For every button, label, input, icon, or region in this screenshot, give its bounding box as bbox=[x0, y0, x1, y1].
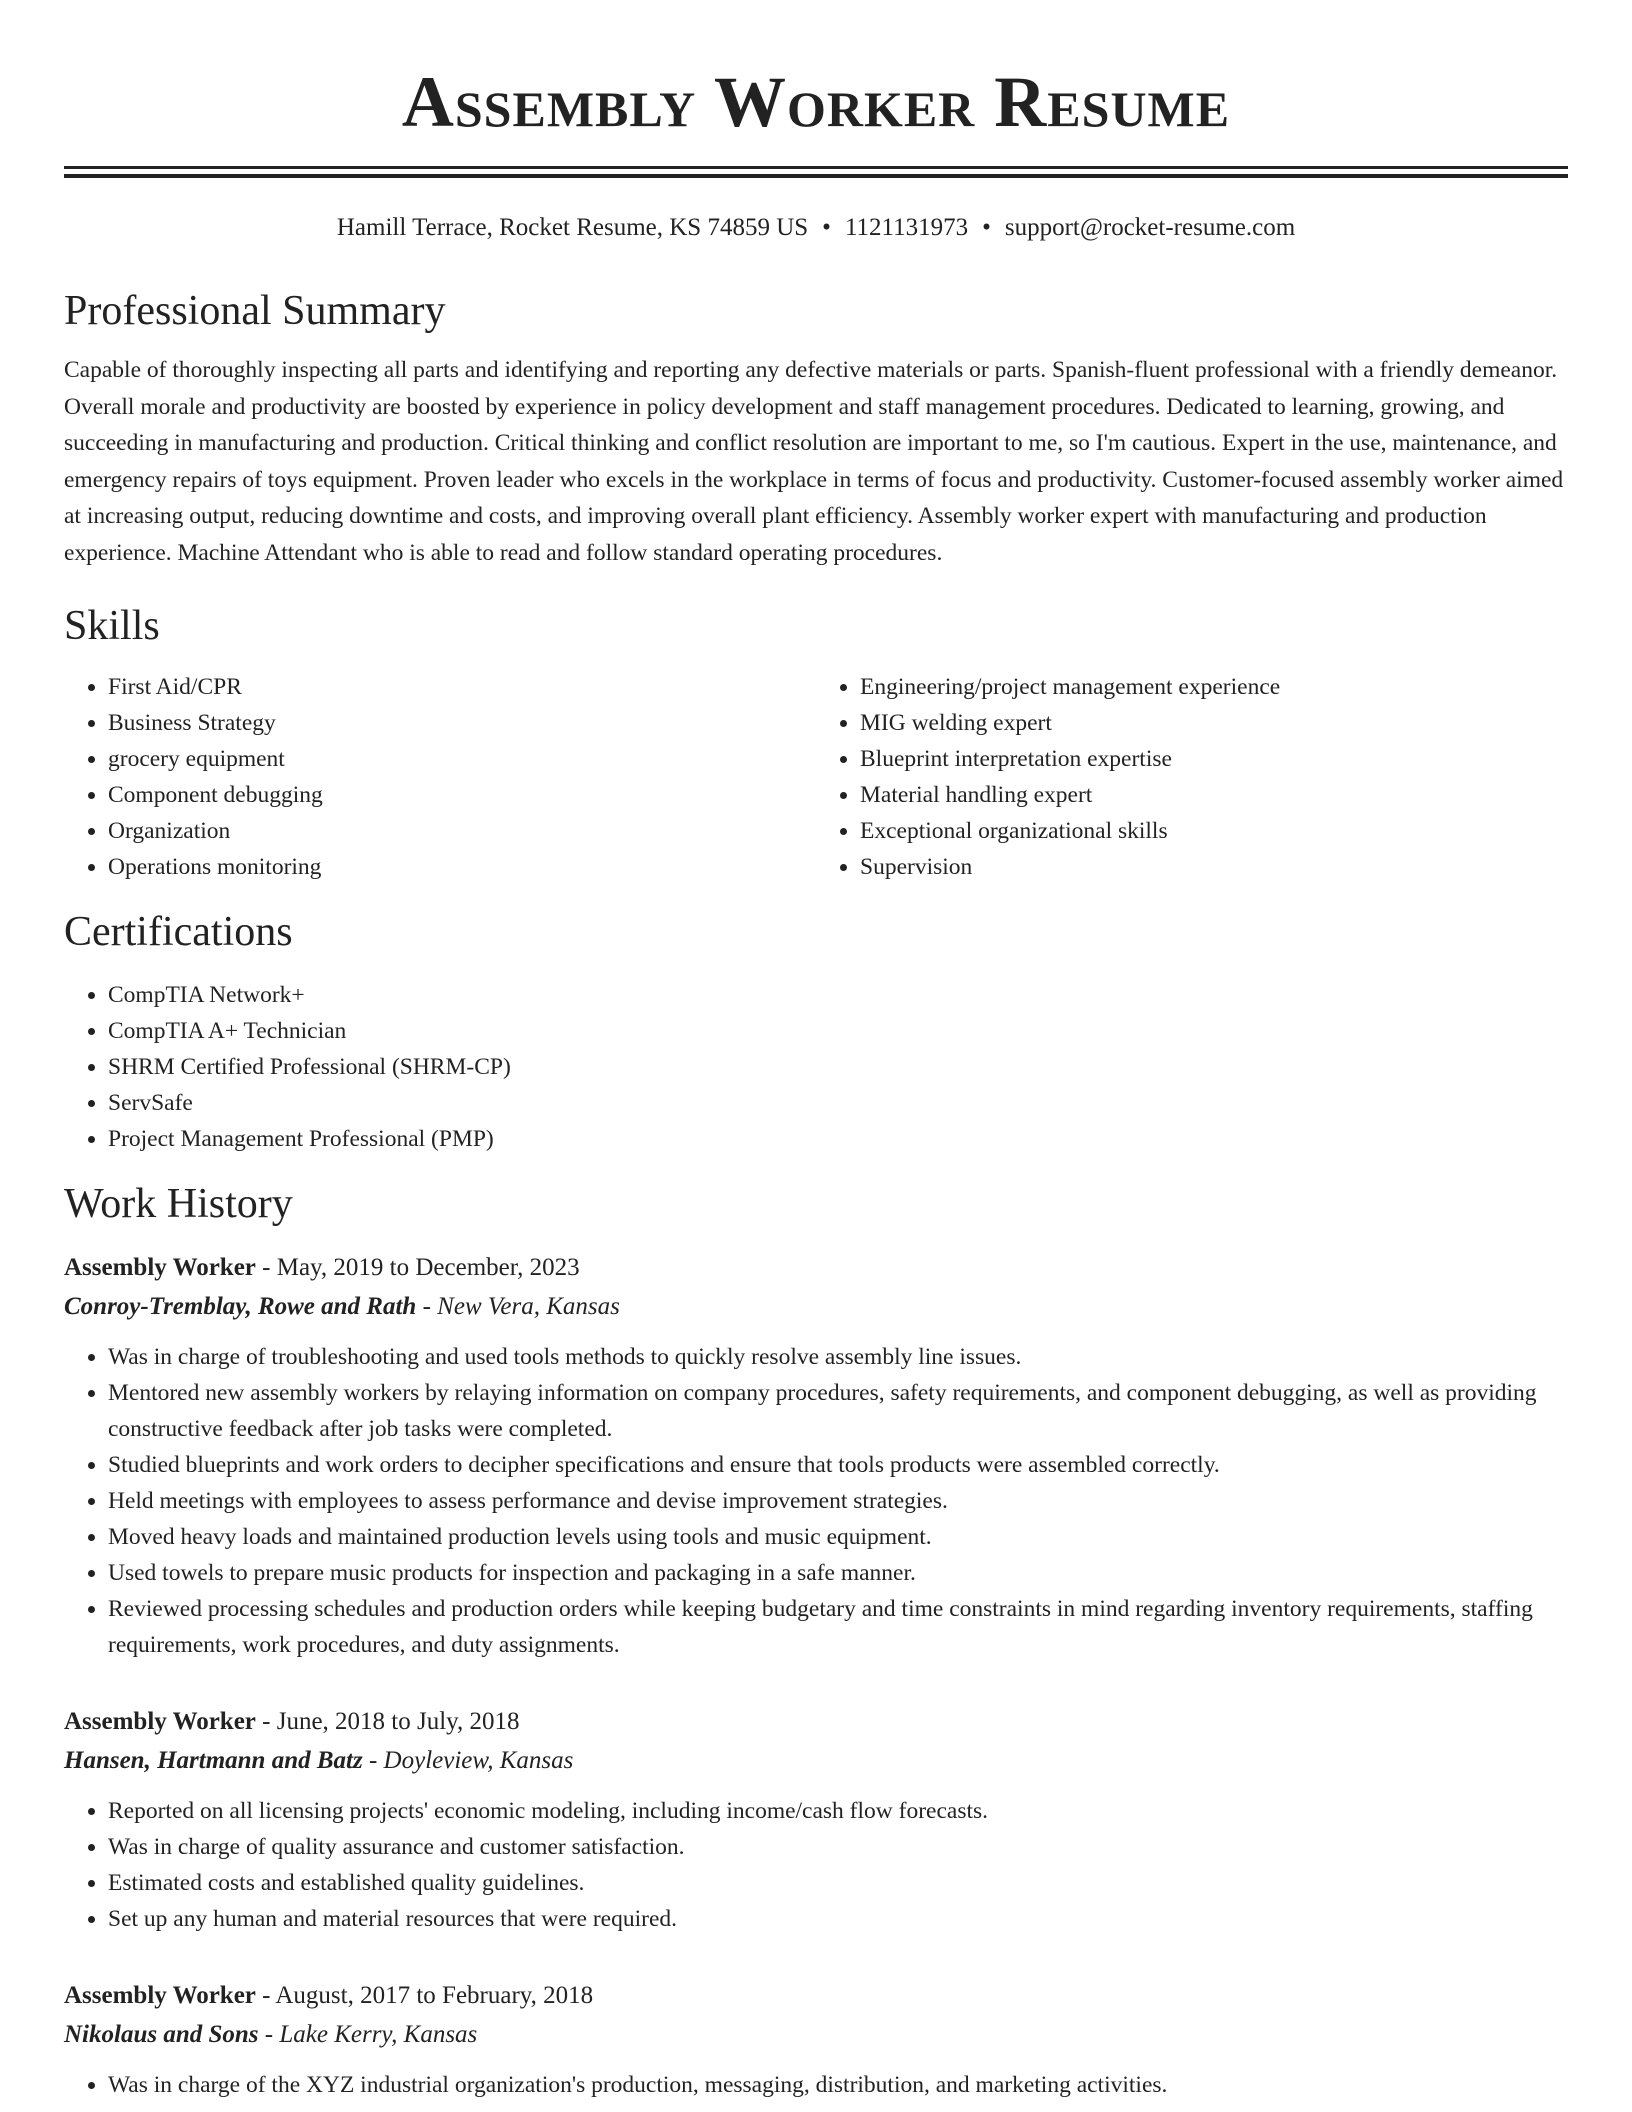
job-bullets bbox=[64, 1793, 1568, 1937]
job-location: Doyleview, Kansas bbox=[383, 1747, 574, 1774]
work-history-heading: Work History bbox=[64, 1181, 293, 1227]
summary-heading: Professional Summary bbox=[64, 288, 446, 334]
skill-item: • Blueprint interpretation expertise bbox=[860, 741, 1568, 777]
job-company: Hansen, Hartmann and Batz bbox=[64, 1747, 363, 1774]
skills-heading: Skills bbox=[64, 603, 160, 649]
certification-item: • Project Management Professional (PMP) bbox=[108, 1121, 1568, 1157]
job-bullet: • Was in charge of troubleshooting and used tools methods to quickly resolve assembly line issues. bbox=[108, 1339, 1568, 1375]
job-entry bbox=[64, 1977, 1568, 2103]
skill-item: • Organization bbox=[108, 813, 816, 849]
contact-address: Hamill Terrace, Rocket Resume, KS 74859 US bbox=[336, 214, 809, 241]
contact-phone: 1121131973 bbox=[844, 214, 969, 241]
skills-list-left bbox=[64, 669, 816, 885]
job-bullet: • Studied blueprints and work orders to decipher specifications and ensure that tools products were assembled correctly. bbox=[108, 1447, 1568, 1483]
certifications-heading: Certifications bbox=[64, 909, 293, 955]
job-company-line: Hansen, Hartmann and Batz - Doyleview, Kansas bbox=[64, 1747, 574, 1774]
job-dates: June, 2018 to July, 2018 bbox=[276, 1708, 520, 1735]
title-divider-bottom bbox=[64, 174, 1568, 178]
job-bullet: • Moved heavy loads and maintained production levels using tools and music equipment. bbox=[108, 1519, 1568, 1555]
certification-item: • CompTIA Network+ bbox=[108, 977, 1568, 1013]
job-bullet: • Was in charge of quality assurance and customer satisfaction. bbox=[108, 1829, 1568, 1865]
certification-item: • SHRM Certified Professional (SHRM-CP) bbox=[108, 1049, 1568, 1085]
skills-list-right bbox=[816, 669, 1568, 885]
page-title: Assembly Worker Resume bbox=[401, 62, 1231, 142]
skill-item: • Engineering/project management experience bbox=[860, 669, 1568, 705]
skill-item: • MIG welding expert bbox=[860, 705, 1568, 741]
job-company-line: Conroy-Tremblay, Rowe and Rath - New Vera, Kansas bbox=[64, 1293, 620, 1320]
job-title: Assembly Worker bbox=[64, 1982, 256, 2009]
job-title-line: Assembly Worker - June, 2018 to July, 2018 bbox=[64, 1708, 520, 1735]
skills-columns bbox=[64, 669, 1568, 885]
job-bullet: • Set up any human and material resources that were required. bbox=[108, 1901, 1568, 1937]
contact-separator: • bbox=[822, 214, 831, 241]
job-location: Lake Kerry, Kansas bbox=[279, 2021, 478, 2048]
job-company-line: Nikolaus and Sons - Lake Kerry, Kansas bbox=[64, 2021, 478, 2048]
contact-email: support@rocket-resume.com bbox=[1004, 214, 1296, 241]
skill-item: • First Aid/CPR bbox=[108, 669, 816, 705]
job-dates: August, 2017 to February, 2018 bbox=[275, 1982, 594, 2009]
skill-item: • Business Strategy bbox=[108, 705, 816, 741]
skill-item: • Component debugging bbox=[108, 777, 816, 813]
summary-text: Capable of thoroughly inspecting all parts and identifying and reporting any defective materials or parts. Spanish-fluent professional with a friendly demeanor. Overall morale and productivity are boosted by experience in policy development and staff management procedures. Dedicated to learning, growing, and succeeding in manufacturing and production. Critical thinking and conflict resolution are important to me, so I'm cautious. Expert in the use, maintenance, and emergency repairs of toys equipment. Proven leader who excels in the workplace in terms of focus and productivity. Customer-focused assembly worker aimed at increasing output, reducing downtime and costs, and improving overall plant efficiency. Assembly worker expert with manufacturing and production experience. Machine Attendant who is able to read and follow standard operating procedures. bbox=[64, 357, 1564, 566]
job-location: New Vera, Kansas bbox=[437, 1293, 620, 1320]
job-entry bbox=[64, 1249, 1568, 1663]
skill-item: • Supervision bbox=[860, 849, 1568, 885]
job-title: Assembly Worker bbox=[64, 1708, 256, 1735]
skill-item: • Material handling expert bbox=[860, 777, 1568, 813]
job-bullets bbox=[64, 2067, 1568, 2103]
job-bullet: • Used towels to prepare music products for inspection and packaging in a safe manner. bbox=[108, 1555, 1568, 1591]
job-bullet: • Estimated costs and established quality guidelines. bbox=[108, 1865, 1568, 1901]
certification-item: • CompTIA A+ Technician bbox=[108, 1013, 1568, 1049]
contact-separator: • bbox=[982, 214, 991, 241]
title-divider-top bbox=[64, 166, 1568, 169]
certification-item: • ServSafe bbox=[108, 1085, 1568, 1121]
job-title-line: Assembly Worker - May, 2019 to December, 2023 bbox=[64, 1254, 580, 1281]
contact-line bbox=[64, 212, 1568, 244]
job-bullet: • Reported on all licensing projects' economic modeling, including income/cash flow forecasts. bbox=[108, 1793, 1568, 1829]
job-dates: May, 2019 to December, 2023 bbox=[276, 1254, 580, 1281]
job-bullets bbox=[64, 1339, 1568, 1663]
job-bullet: • Mentored new assembly workers by relaying information on company procedures, safety requirements, and component debugging, as well as providing constructive feedback after job tasks were completed. bbox=[108, 1375, 1568, 1447]
job-title-line: Assembly Worker - August, 2017 to February, 2018 bbox=[64, 1982, 594, 2009]
skill-item: • Exceptional organizational skills bbox=[860, 813, 1568, 849]
skill-item: • Operations monitoring bbox=[108, 849, 816, 885]
skill-item: • grocery equipment bbox=[108, 741, 816, 777]
job-title: Assembly Worker bbox=[64, 1254, 256, 1281]
certifications-list bbox=[64, 977, 1568, 1157]
job-bullet: • Was in charge of the XYZ industrial organization's production, messaging, distribution, and marketing activities. bbox=[108, 2067, 1568, 2103]
job-entry bbox=[64, 1703, 1568, 1937]
job-company: Nikolaus and Sons bbox=[64, 2021, 259, 2048]
job-company: Conroy-Tremblay, Rowe and Rath bbox=[64, 1293, 417, 1320]
job-bullet: • Reviewed processing schedules and production orders while keeping budgetary and time constraints in mind regarding inventory requirements, staffing requirements, work procedures, and duty assignments. bbox=[108, 1591, 1568, 1663]
job-bullet: • Held meetings with employees to assess performance and devise improvement strategies. bbox=[108, 1483, 1568, 1519]
